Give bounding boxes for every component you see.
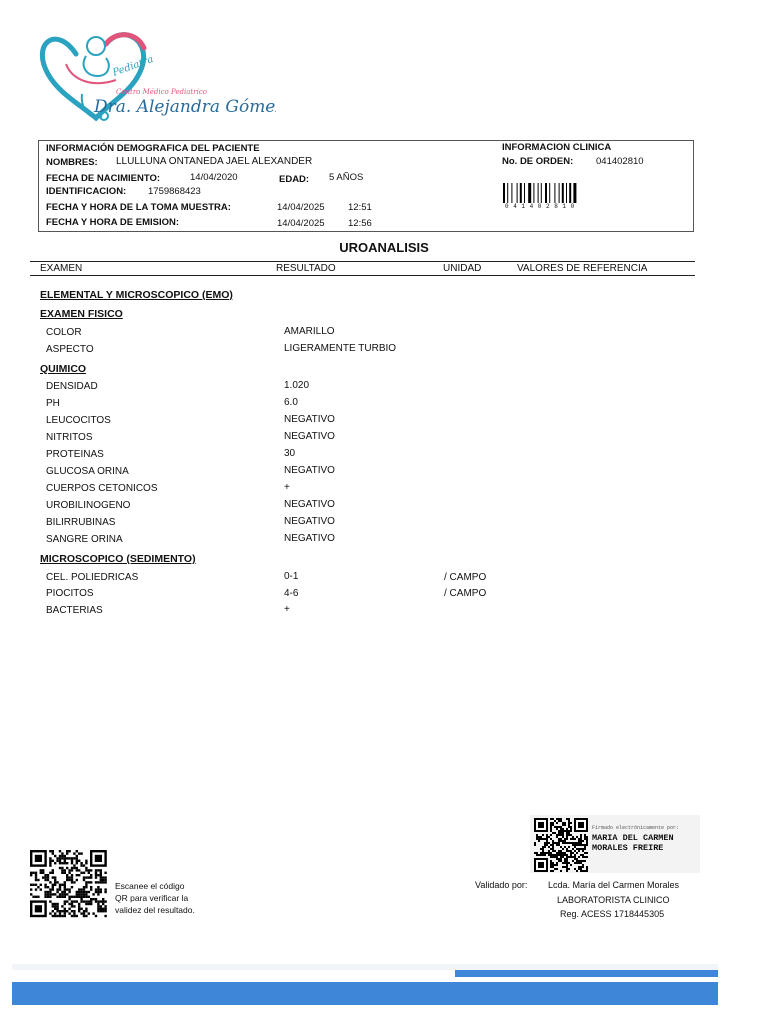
emission-time: 12:56 <box>348 218 372 229</box>
signature-name-line: MARIA DEL CARMEN <box>592 833 674 843</box>
sample-datetime-label: FECHA Y HORA DE LA TOMA MUESTRA: <box>46 202 231 213</box>
logo-tagline: Centro Médico Pediatrico <box>116 88 207 96</box>
order-number-value: 041402810 <box>596 156 644 167</box>
exam-result: NEGATIVO <box>284 465 335 476</box>
signature-caption: Firmado electrónicamente por: <box>592 825 680 831</box>
footer-accent-bar <box>455 970 718 977</box>
group-title: ELEMENTAL Y MICROSCOPICO (EMO) <box>40 289 233 301</box>
exam-name: BILIRRUBINAS <box>46 517 116 528</box>
qr-instructions <box>115 880 195 916</box>
exam-result: LIGERAMENTE TURBIO <box>284 343 397 354</box>
id-value: 1759868423 <box>148 186 201 197</box>
order-number-label: No. DE ORDEN: <box>502 156 574 167</box>
col-header-unit: UNIDAD <box>443 263 482 274</box>
exam-result: 30 <box>284 448 296 459</box>
exam-result: 0-1 <box>284 571 299 582</box>
exam-name: NITRITOS <box>46 432 93 443</box>
exam-result: NEGATIVO <box>284 499 335 510</box>
dob-value: 14/04/2020 <box>190 172 238 183</box>
patient-name-value: LLULLUNA ONTANEDA JAEL ALEXANDER <box>116 156 313 167</box>
exam-name: LEUCOCITOS <box>46 415 111 426</box>
report-title: UROANALISIS <box>339 240 429 255</box>
clinical-section-title: INFORMACION CLINICA <box>502 142 612 153</box>
exam-result: + <box>284 604 290 615</box>
logo-badge-text: Pediatra <box>111 53 155 79</box>
exam-result: + <box>284 482 290 493</box>
exam-name: PROTEINAS <box>46 449 104 460</box>
age-label: EDAD: <box>279 174 310 185</box>
exam-name: CEL. POLIEDRICAS <box>46 572 139 583</box>
section-title-quimico: QUIMICO <box>40 363 87 375</box>
exam-unit: / CAMPO <box>444 572 487 583</box>
exam-result: 4-6 <box>284 588 299 599</box>
signature-name <box>592 833 674 853</box>
exam-result: NEGATIVO <box>284 533 335 544</box>
emission-date: 14/04/2025 <box>277 218 325 229</box>
col-header-exam: EXAMEN <box>40 263 83 274</box>
header-bottom-rule <box>30 275 695 276</box>
exam-name: SANGRE ORINA <box>46 534 123 545</box>
demographic-section-title: INFORMACIÓN DEMOGRAFICA DEL PACIENTE <box>46 143 260 154</box>
age-value: 5 AÑOS <box>329 172 364 183</box>
order-barcode <box>503 183 585 203</box>
exam-name: ASPECTO <box>46 344 94 355</box>
exam-result: NEGATIVO <box>284 516 335 527</box>
exam-name: PH <box>46 398 60 409</box>
qr-note-line: QR para verificar la <box>115 893 189 903</box>
sample-time: 12:51 <box>348 202 372 213</box>
emission-datetime-label: FECHA Y HORA DE EMISION: <box>46 217 180 228</box>
validated-by-label: Validado por: <box>475 880 528 890</box>
exam-name: UROBILINOGENO <box>46 500 131 511</box>
footer-bar <box>12 982 718 1005</box>
qr-note-line: validez del resultado. <box>115 905 195 915</box>
exam-name: COLOR <box>46 327 82 338</box>
exam-result: 1.020 <box>284 380 310 391</box>
exam-name: PIOCITOS <box>46 588 94 599</box>
qr-note-line: Escanee el código <box>115 881 185 891</box>
exam-name: BACTERIAS <box>46 605 103 616</box>
id-label: IDENTIFICACION: <box>46 186 127 197</box>
sample-date: 14/04/2025 <box>277 202 325 213</box>
header-top-rule <box>30 261 695 262</box>
col-header-result: RESULTADO <box>276 263 336 274</box>
exam-result: AMARILLO <box>284 326 335 337</box>
verification-qr-code[interactable] <box>30 850 108 918</box>
validator-role: LABORATORISTA CLINICO <box>557 895 670 905</box>
exam-result: NEGATIVO <box>284 431 335 442</box>
exam-name: GLUCOSA ORINA <box>46 466 129 477</box>
signature-name-line: MORALES FREIRE <box>592 843 664 853</box>
section-title-microscopico: MICROSCOPICO (SEDIMENTO) <box>40 553 196 565</box>
logo-doctor-name: Dra. Alejandra Gómez <box>94 97 276 117</box>
validator-name: Lcda. María del Carmen Morales <box>548 880 680 890</box>
col-header-reference: VALORES DE REFERENCIA <box>517 263 648 274</box>
barcode-digits: 0 4 1 4 0 2 8 1 0 <box>505 203 575 210</box>
exam-name: CUERPOS CETONICOS <box>46 483 158 494</box>
electronic-signature-box <box>530 815 700 873</box>
patient-name-label: NOMBRES: <box>46 157 98 168</box>
exam-unit: / CAMPO <box>444 588 487 599</box>
signature-qr-code <box>534 818 588 872</box>
exam-name: DENSIDAD <box>46 381 98 392</box>
section-title-fisico: EXAMEN FISICO <box>40 308 123 320</box>
clinic-logo <box>36 14 276 132</box>
validator-registration: Reg. ACESS 1718445305 <box>560 909 665 919</box>
dob-label: FECHA DE NACIMIENTO: <box>46 173 160 184</box>
exam-result: 6.0 <box>284 397 298 408</box>
exam-result: NEGATIVO <box>284 414 335 425</box>
